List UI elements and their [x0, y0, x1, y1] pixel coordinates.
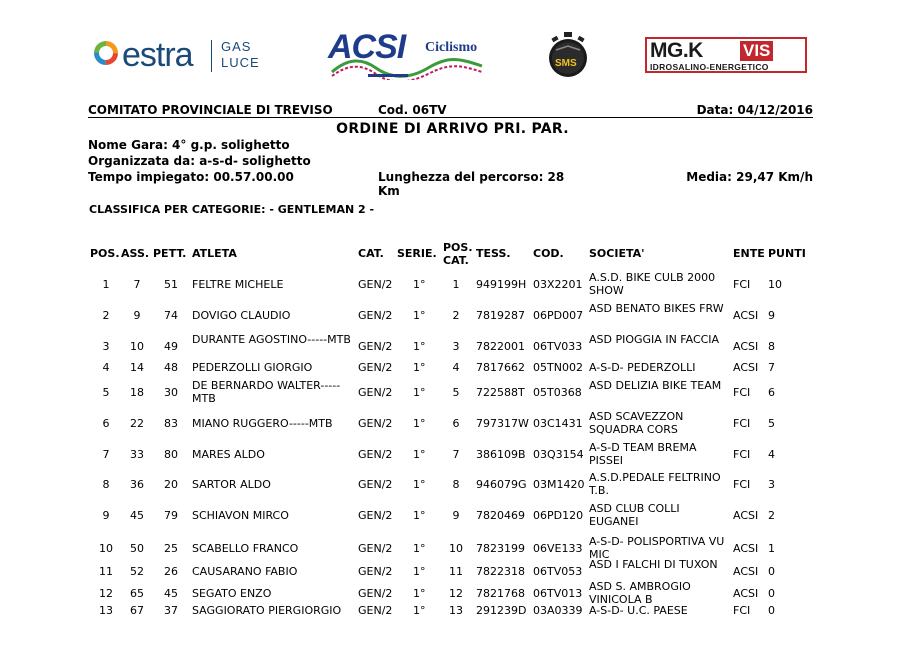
cell-tess: 797317W — [476, 417, 529, 430]
cell-serie: 1° — [413, 565, 426, 578]
cell-atleta: SARTOR ALDO — [192, 478, 271, 491]
cell-ass: 36 — [130, 478, 144, 491]
cell-cod: 03M1420 — [533, 478, 585, 491]
cell-poscat: 11 — [449, 565, 463, 578]
cell-cat: GEN/2 — [358, 587, 393, 600]
col-societa: SOCIETA' — [589, 247, 645, 260]
cell-tess: 7822001 — [476, 340, 525, 353]
cell-ente: ACSI — [733, 340, 759, 353]
estra-luce-label: LUCE — [221, 55, 260, 70]
cell-cod: 06PD120 — [533, 509, 584, 522]
course-length-unit: Km — [378, 184, 400, 198]
cell-ente: FCI — [733, 417, 751, 430]
cell-cat: GEN/2 — [358, 386, 393, 399]
cell-societa: A-S-D- U.C. PAESE — [589, 604, 688, 617]
cell-atleta: FELTRE MICHELE — [192, 278, 284, 291]
cell-pos: 1 — [102, 278, 110, 291]
cell-cat: GEN/2 — [358, 509, 393, 522]
cell-cat: GEN/2 — [358, 278, 393, 291]
cell-societa: ASD S. AMBROGIO VINICOLA B — [589, 580, 691, 606]
cell-ente: FCI — [733, 478, 751, 491]
cell-tess: 7821768 — [476, 587, 525, 600]
cell-ass: 50 — [130, 542, 144, 555]
cell-punti: 1 — [768, 542, 775, 555]
cell-atleta: DURANTE AGOSTINO-----MTB — [192, 333, 351, 346]
col-pett: PETT. — [153, 247, 187, 260]
cell-cat: GEN/2 — [358, 448, 393, 461]
cell-poscat: 12 — [449, 587, 463, 600]
cell-ass: 7 — [133, 278, 141, 291]
date-label: Data: 04/12/2016 — [696, 103, 813, 117]
cell-ass: 9 — [133, 309, 141, 322]
cell-poscat: 2 — [452, 309, 460, 322]
cell-cat: GEN/2 — [358, 604, 393, 617]
cell-atleta: MARES ALDO — [192, 448, 265, 461]
cell-societa: A-S-D- PEDERZOLLI — [589, 361, 696, 374]
cell-cod: 03X2201 — [533, 278, 583, 291]
cell-tess: 291239D — [476, 604, 527, 617]
cell-punti: 9 — [768, 309, 775, 322]
cell-cat: GEN/2 — [358, 542, 393, 555]
cell-ass: 33 — [130, 448, 144, 461]
cell-punti: 4 — [768, 448, 775, 461]
mgk-subtitle: IDROSALINO-ENERGETICO — [650, 62, 769, 72]
cell-punti: 10 — [768, 278, 782, 291]
cell-poscat: 13 — [449, 604, 463, 617]
cell-pos: 13 — [99, 604, 113, 617]
estra-divider — [211, 40, 212, 72]
cell-pos: 6 — [102, 417, 110, 430]
estra-gas-label: GAS — [221, 39, 252, 54]
cell-pos: 7 — [102, 448, 110, 461]
cell-tess: 949199H — [476, 278, 527, 291]
cell-cod: 05TN002 — [533, 361, 583, 374]
cell-serie: 1° — [413, 604, 426, 617]
cell-societa: A.S.D. BIKE CULB 2000 SHOW — [589, 271, 716, 297]
cell-ass: 10 — [130, 340, 144, 353]
cell-cod: 05T0368 — [533, 386, 582, 399]
cell-cod: 06TV053 — [533, 565, 583, 578]
committee-label: COMITATO PROVINCIALE DI TREVISO — [88, 103, 333, 117]
cell-serie: 1° — [413, 340, 426, 353]
cell-serie: 1° — [413, 361, 426, 374]
code-label: Cod. 06TV — [378, 103, 447, 117]
cell-tess: 386109B — [476, 448, 526, 461]
cell-serie: 1° — [413, 448, 426, 461]
estra-wordmark: estra — [122, 36, 193, 74]
cell-pett: 37 — [164, 604, 178, 617]
cell-tess: 946079G — [476, 478, 527, 491]
cell-pos: 10 — [99, 542, 113, 555]
cell-poscat: 3 — [452, 340, 460, 353]
cell-societa: ASD CLUB COLLI EUGANEI — [589, 502, 680, 528]
cell-pos: 12 — [99, 587, 113, 600]
cell-pett: 80 — [164, 448, 178, 461]
cell-atleta: SCHIAVON MIRCO — [192, 509, 289, 522]
cell-pos: 8 — [102, 478, 110, 491]
page-title: ORDINE DI ARRIVO PRI. PAR. — [336, 121, 569, 137]
cell-ente: ACSI — [733, 542, 759, 555]
cell-poscat: 8 — [452, 478, 460, 491]
cell-poscat: 1 — [452, 278, 460, 291]
cell-societa: A.S.D.PEDALE FELTRINO T.B. — [589, 471, 721, 497]
cell-poscat: 6 — [452, 417, 460, 430]
cell-atleta: PEDERZOLLI GIORGIO — [192, 361, 313, 374]
col-punti: PUNTI — [768, 247, 806, 260]
cell-pett: 49 — [164, 340, 178, 353]
cell-pett: 30 — [164, 386, 178, 399]
cell-cod: 06VE133 — [533, 542, 583, 555]
cell-serie: 1° — [413, 478, 426, 491]
cell-serie: 1° — [413, 417, 426, 430]
cell-atleta: SEGATO ENZO — [192, 587, 272, 600]
cell-pett: 45 — [164, 587, 178, 600]
col-pos: POS. — [90, 247, 120, 260]
cell-atleta: SAGGIORATO PIERGIORGIO — [192, 604, 342, 617]
cell-pos: 9 — [102, 509, 110, 522]
cell-societa: ASD PIOGGIA IN FACCIA — [589, 333, 720, 346]
cell-poscat: 10 — [449, 542, 463, 555]
cell-pett: 48 — [164, 361, 178, 374]
cell-pett: 20 — [164, 478, 178, 491]
header-rule — [88, 117, 813, 118]
cell-tess: 7820469 — [476, 509, 525, 522]
cell-ente: FCI — [733, 278, 751, 291]
cell-pos: 3 — [102, 340, 110, 353]
race-name: Nome Gara: 4° g.p. solighetto — [88, 138, 290, 152]
cell-tess: 7819287 — [476, 309, 525, 322]
cell-cat: GEN/2 — [358, 565, 393, 578]
cell-cod: 06TV013 — [533, 587, 583, 600]
cell-pett: 79 — [164, 509, 178, 522]
cell-punti: 5 — [768, 417, 775, 430]
cell-punti: 6 — [768, 386, 775, 399]
mgk-wordmark: MG.K — [650, 39, 703, 62]
cell-cat: GEN/2 — [358, 309, 393, 322]
cell-punti: 2 — [768, 509, 775, 522]
mgk-vis-logo — [645, 37, 807, 73]
cell-serie: 1° — [413, 542, 426, 555]
cell-atleta: CAUSARANO FABIO — [192, 565, 298, 578]
col-tess: TESS. — [476, 247, 511, 260]
cell-ente: FCI — [733, 448, 751, 461]
cell-pett: 25 — [164, 542, 178, 555]
cell-pett: 26 — [164, 565, 178, 578]
average-speed: Media: 29,47 Km/h — [686, 170, 813, 184]
cell-ass: 18 — [130, 386, 144, 399]
cell-ass: 45 — [130, 509, 144, 522]
stopwatch-icon — [547, 32, 589, 80]
sms-wordmark: SMS — [555, 58, 577, 69]
cell-punti: 0 — [768, 587, 775, 600]
cell-ass: 65 — [130, 587, 144, 600]
col-poscat-line2: CAT. — [443, 254, 469, 267]
cell-pett: 83 — [164, 417, 178, 430]
cell-poscat: 5 — [452, 386, 460, 399]
cell-tess: 7823199 — [476, 542, 525, 555]
organizer: Organizzata da: a-s-d- solighetto — [88, 154, 311, 168]
cell-societa: ASD I FALCHI DI TUXON — [589, 558, 718, 571]
cell-pos: 2 — [102, 309, 110, 322]
cell-ente: ACSI — [733, 509, 759, 522]
acsi-wordmark: ACSI — [328, 28, 406, 66]
category-label: CLASSIFICA PER CATEGORIE: - GENTLEMAN 2 - — [89, 203, 375, 216]
cell-cod: 03C1431 — [533, 417, 583, 430]
cell-ente: ACSI — [733, 309, 759, 322]
col-ente: ENTE — [733, 247, 765, 260]
estra-logo — [93, 36, 273, 76]
cell-atleta: MIANO RUGGERO-----MTB — [192, 417, 333, 430]
cell-serie: 1° — [413, 509, 426, 522]
cell-poscat: 4 — [452, 361, 460, 374]
cell-societa: ASD BENATO BIKES FRW — [589, 302, 724, 315]
cell-ass: 67 — [130, 604, 144, 617]
cell-pos: 4 — [102, 361, 110, 374]
col-ass: ASS. — [121, 247, 150, 260]
cell-atleta: DE BERNARDO WALTER-----MTB — [192, 379, 341, 405]
cell-cod: 03A0339 — [533, 604, 583, 617]
cell-pett: 51 — [164, 278, 178, 291]
col-cod: COD. — [533, 247, 564, 260]
cell-punti: 0 — [768, 604, 775, 617]
sms-logo — [547, 32, 589, 80]
course-length: Lunghezza del percorso: 28 — [378, 170, 565, 184]
cell-cat: GEN/2 — [358, 478, 393, 491]
cell-cod: 06PD007 — [533, 309, 584, 322]
cell-ente: FCI — [733, 386, 751, 399]
cell-serie: 1° — [413, 587, 426, 600]
cell-atleta: DOVIGO CLAUDIO — [192, 309, 291, 322]
cell-ente: ACSI — [733, 361, 759, 374]
col-poscat-line1: POS. — [443, 241, 473, 254]
cell-ass: 52 — [130, 565, 144, 578]
cell-ente: FCI — [733, 604, 751, 617]
cell-societa: ASD DELIZIA BIKE TEAM — [589, 379, 722, 392]
cell-tess: 7817662 — [476, 361, 525, 374]
cell-serie: 1° — [413, 309, 426, 322]
cell-pett: 74 — [164, 309, 178, 322]
cell-atleta: SCABELLO FRANCO — [192, 542, 299, 555]
cell-cat: GEN/2 — [358, 340, 393, 353]
cell-punti: 0 — [768, 565, 775, 578]
cell-cat: GEN/2 — [358, 417, 393, 430]
cell-ass: 14 — [130, 361, 144, 374]
estra-ring-icon — [93, 40, 119, 66]
cell-ass: 22 — [130, 417, 144, 430]
time-taken: Tempo impiegato: 00.57.00.00 — [88, 170, 294, 184]
cell-societa: ASD SCAVEZZON SQUADRA CORS — [589, 410, 684, 436]
cell-societa: A-S-D- POLISPORTIVA VU MIC — [589, 535, 725, 561]
acsi-wave-icon — [328, 54, 484, 80]
mgk-vis-badge: VIS — [740, 41, 773, 61]
cell-poscat: 9 — [452, 509, 460, 522]
cell-cat: GEN/2 — [358, 361, 393, 374]
cell-ente: ACSI — [733, 587, 759, 600]
cell-tess: 722588T — [476, 386, 525, 399]
cell-cod: 06TV033 — [533, 340, 583, 353]
cell-punti: 7 — [768, 361, 775, 374]
cell-pos: 11 — [99, 565, 113, 578]
col-serie: SERIE. — [397, 247, 437, 260]
cell-serie: 1° — [413, 386, 426, 399]
cell-poscat: 7 — [452, 448, 460, 461]
cell-pos: 5 — [102, 386, 110, 399]
col-cat: CAT. — [358, 247, 384, 260]
cell-cod: 03Q3154 — [533, 448, 584, 461]
col-atleta: ATLETA — [192, 247, 237, 260]
cell-societa: A-S-D TEAM BREMA PISSEI — [589, 441, 697, 467]
acsi-logo — [328, 28, 486, 82]
cell-punti: 8 — [768, 340, 775, 353]
cell-ente: ACSI — [733, 565, 759, 578]
acsi-subtitle: Ciclismo — [425, 40, 478, 55]
cell-serie: 1° — [413, 278, 426, 291]
cell-punti: 3 — [768, 478, 775, 491]
cell-tess: 7822318 — [476, 565, 525, 578]
